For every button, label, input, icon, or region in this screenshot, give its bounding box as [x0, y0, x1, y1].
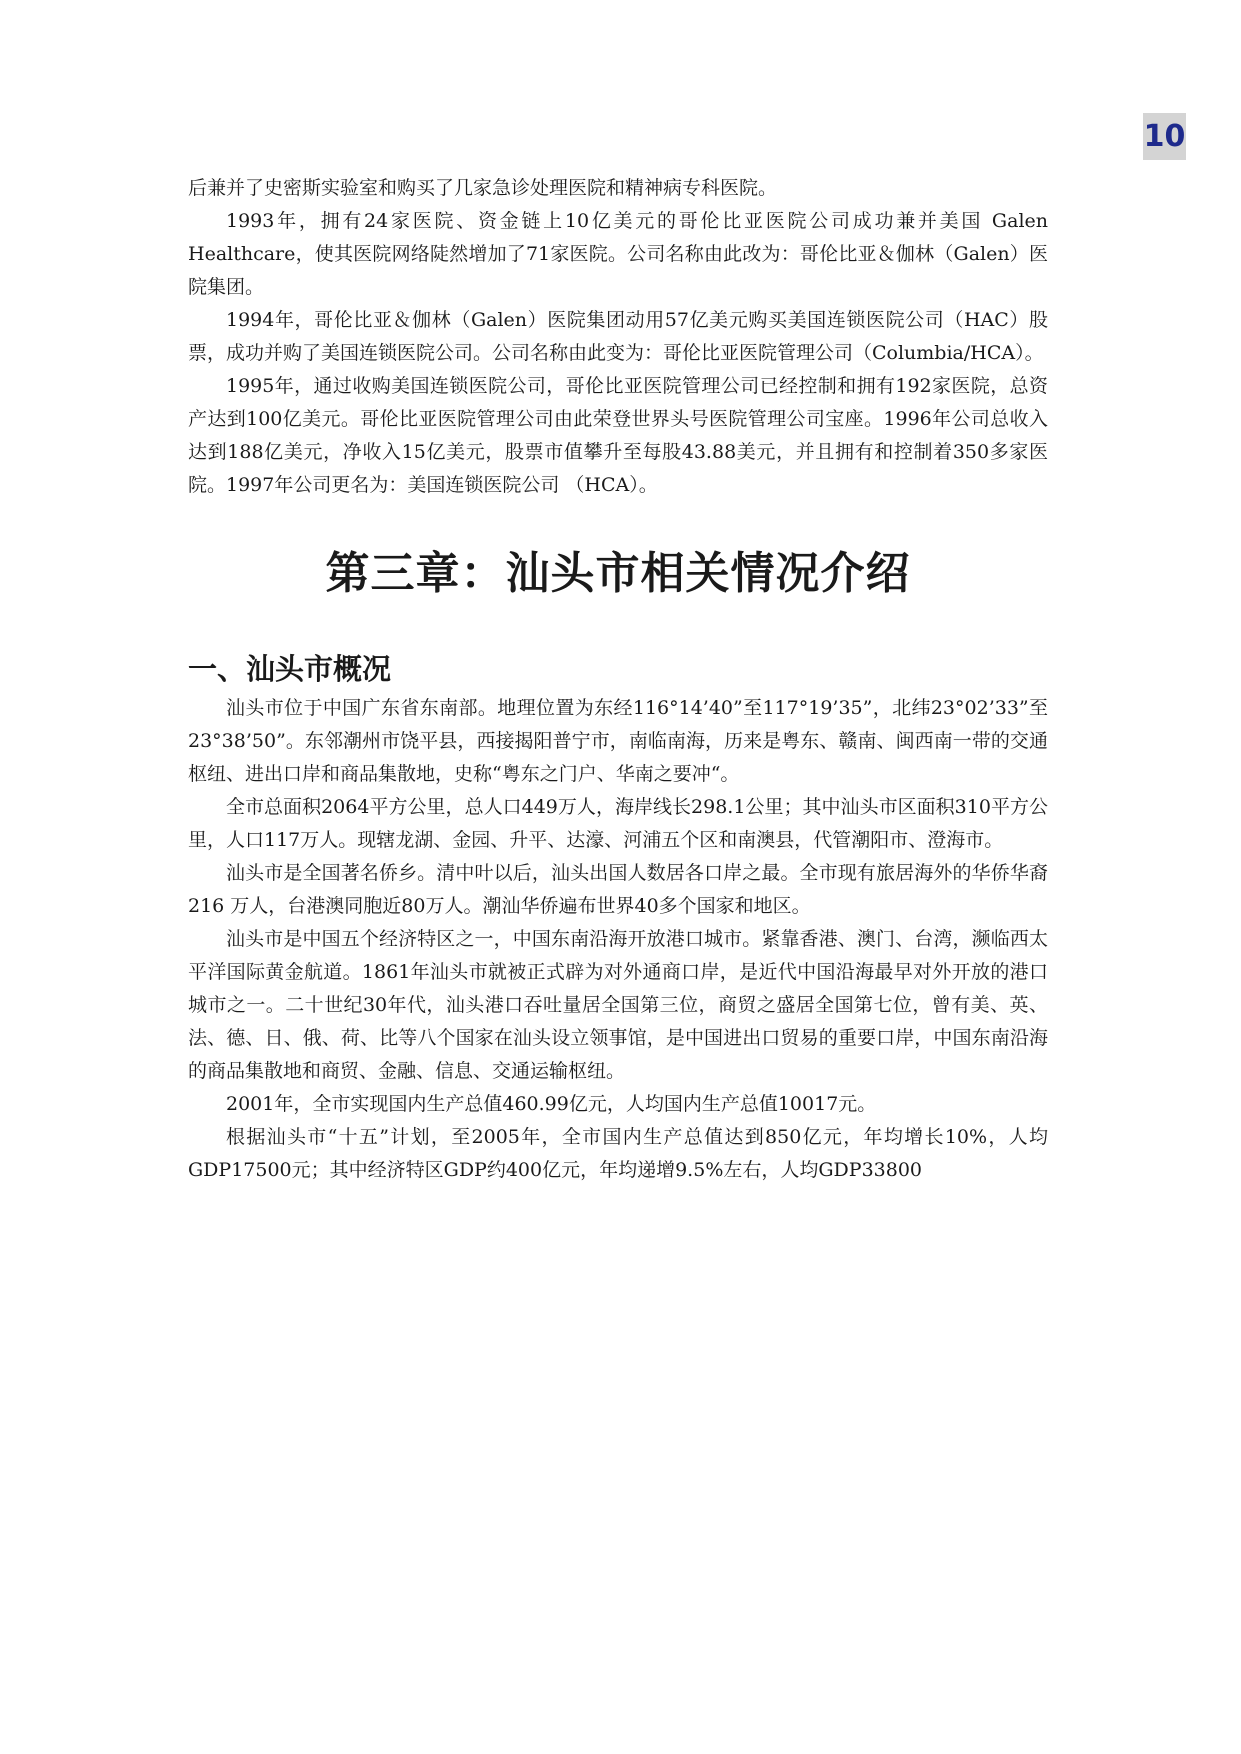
paragraph: 根据汕头市“十五”计划，至2005年，全市国内生产总值达到850亿元，年均增长10%，人均GDP17500元；其中经济特区GDP约400亿元，年均递增9.5%左右，人均GDP33800 — [188, 1126, 1048, 1181]
paragraph: 后兼并了史密斯实验室和购买了几家急诊处理医院和精神病专科医院。 — [188, 177, 778, 199]
paragraph: 1993年，拥有24家医院、资金链上10亿美元的哥伦比亚医院公司成功兼并美国 Galen Healthcare，使其医院网络陡然增加了71家医院。公司名称由此改为：哥伦比亚＆伽林（Galen）医院集团。 — [188, 210, 1048, 298]
paragraph: 全市总面积2064平方公里，总人口449万人，海岸线长298.1公里；其中汕头市区面积310平方公里，人口117万人。现辖龙湖、金园、升平、达濠、河浦五个区和南澳县，代管潮阳市、澄海市。 — [188, 796, 1048, 851]
paragraph: 汕头市位于中国广东省东南部。地理位置为东经116°14’40”至117°19’35”，北纬23°02’33”至23°38’50”。东邻潮州市饶平县，西接揭阳普宁市，南临南海，历来是粤东、赣南、闽西南一带的交通枢纽、进出口岸和商品集散地，史称“粤东之门户、华南之要冲“。 — [188, 697, 1048, 785]
chapter-title: 第三章：汕头市相关情况介绍 — [325, 548, 911, 599]
document-body — [188, 172, 1048, 1187]
section-title: 一、汕头市概况 — [188, 652, 392, 686]
paragraph: 汕头市是中国五个经济特区之一，中国东南沿海开放港口城市。紧靠香港、澳门、台湾，濒临西太平洋国际黄金航道。1861年汕头市就被正式辟为对外通商口岸，是近代中国沿海最早对外开放的港口城市之一。二十世纪30年代，汕头港口吞吐量居全国第三位，商贸之盛居全国第七位，曾有美、英、法、德、日、俄、荷、比等八个国家在汕头设立领事馆，是中国进出口贸易的重要口岸，中国东南沿海的商品集散地和商贸、金融、信息、交通运输枢纽。 — [188, 928, 1048, 1082]
paragraph: 1994年，哥伦比亚＆伽林（Galen）医院集团动用57亿美元购买美国连锁医院公司（HAC）股票，成功并购了美国连锁医院公司。公司名称由此变为：哥伦比亚医院管理公司（Columbia/HCA）。 — [188, 309, 1048, 364]
paragraph: 汕头市是全国著名侨乡。清中叶以后，汕头出国人数居各口岸之最。全市现有旅居海外的华侨华裔216 万人，台港澳同胞近80万人。潮汕华侨遍布世界40多个国家和地区。 — [188, 862, 1048, 917]
page-number: 10 — [1143, 113, 1186, 160]
paragraph: 2001年，全市实现国内生产总值460.99亿元，人均国内生产总值10017元。 — [226, 1093, 877, 1115]
paragraph: 1995年，通过收购美国连锁医院公司，哥伦比亚医院管理公司已经控制和拥有192家医院，总资产达到100亿美元。哥伦比亚医院管理公司由此荣登世界头号医院管理公司宝座。1996年公司总收入达到188亿美元，净收入15亿美元，股票市值攀升至每股43.88美元，并且拥有和控制着350多家医院。1997年公司更名为：美国连锁医院公司 （HCA）。 — [188, 375, 1048, 496]
